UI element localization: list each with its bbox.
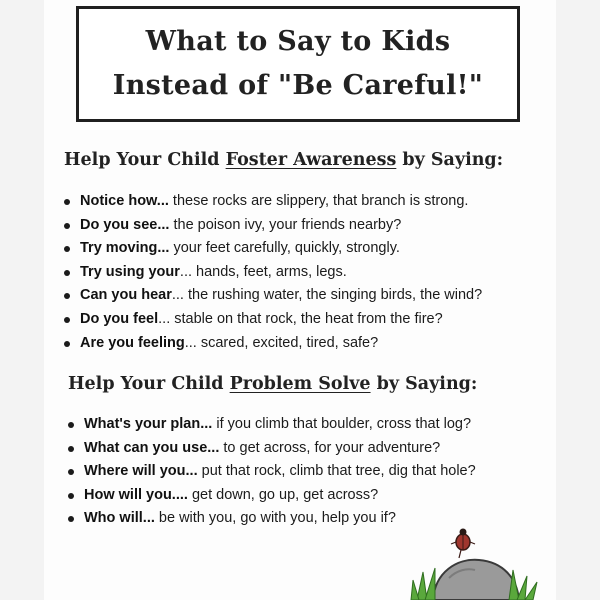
heading-underlined: Problem Solve xyxy=(229,374,371,394)
title-line-2: Instead of "Be Careful!" xyxy=(112,70,484,101)
item-lead: Try moving... xyxy=(80,240,170,257)
list-item xyxy=(68,484,476,508)
problem-solve-list xyxy=(68,413,476,531)
heading-prefix: Help Your Child xyxy=(68,374,230,394)
item-text: get down, go up, get across? xyxy=(187,486,379,503)
section-heading-problem-solve xyxy=(68,374,477,394)
item-lead: Can you hear xyxy=(80,287,172,304)
item-lead: Who will... xyxy=(84,510,155,527)
list-item xyxy=(68,413,476,437)
list-item xyxy=(64,332,482,356)
item-lead: Where will you... xyxy=(84,463,198,480)
page-margin-left xyxy=(0,0,44,600)
item-lead: Do you feel xyxy=(80,310,159,327)
item-lead: Do you see... xyxy=(80,216,170,233)
item-text: be with you, go with you, help you if? xyxy=(154,510,396,527)
heading-suffix: by Saying: xyxy=(396,150,504,170)
item-text: the poison ivy, your friends nearby? xyxy=(169,216,402,233)
ladybug-icon xyxy=(451,529,475,559)
bullet-icon xyxy=(64,223,70,229)
section-heading-foster-awareness xyxy=(64,150,503,170)
item-lead: Try using your xyxy=(80,263,180,280)
item-lead: What's your plan... xyxy=(84,416,213,432)
bullet-icon xyxy=(68,446,74,452)
list-item xyxy=(64,237,482,261)
awareness-list xyxy=(64,190,482,355)
bullet-icon xyxy=(64,317,70,323)
bullet-icon xyxy=(68,469,74,475)
list-item xyxy=(64,261,482,285)
item-lead: Notice how... xyxy=(80,193,169,209)
bullet-icon xyxy=(68,493,74,499)
list-item xyxy=(64,284,482,308)
bullet-icon xyxy=(64,199,70,205)
item-text: ... the rushing water, the singing birds, the wind? xyxy=(171,287,483,304)
item-text: to get across, for your adventure? xyxy=(219,439,441,456)
list-item xyxy=(64,308,482,332)
rock-with-ladybug-and-grass-icon xyxy=(405,520,545,600)
item-text: put that rock, climb that tree, dig that hole? xyxy=(197,463,476,480)
list-item xyxy=(64,214,482,238)
title-line-1: What to Say to Kids xyxy=(145,26,451,57)
item-text: ... scared, excited, tired, safe? xyxy=(184,334,379,351)
heading-suffix: by Saying: xyxy=(370,374,478,394)
list-item xyxy=(68,460,476,484)
bullet-icon xyxy=(64,293,70,299)
bullet-icon xyxy=(68,516,74,522)
item-text: ... hands, feet, arms, legs. xyxy=(179,263,347,280)
item-text: ... stable on that rock, the heat from the fire? xyxy=(158,310,443,327)
bullet-icon xyxy=(64,246,70,252)
bullet-icon xyxy=(64,341,70,347)
bullet-icon xyxy=(64,270,70,276)
page-margin-right xyxy=(556,0,600,600)
list-item xyxy=(68,437,476,461)
item-lead: Are you feeling xyxy=(80,334,185,351)
list-item xyxy=(64,190,482,214)
heading-prefix: Help Your Child xyxy=(64,150,226,170)
heading-underlined: Foster Awareness xyxy=(225,150,397,170)
item-text: these rocks are slippery, that branch is strong. xyxy=(168,193,469,209)
item-text: if you climb that boulder, cross that log? xyxy=(212,416,472,432)
item-text: your feet carefully, quickly, strongly. xyxy=(169,240,400,257)
title-box xyxy=(76,6,520,122)
bullet-icon xyxy=(68,422,74,428)
item-lead: What can you use... xyxy=(84,439,220,456)
item-lead: How will you.... xyxy=(84,486,188,503)
